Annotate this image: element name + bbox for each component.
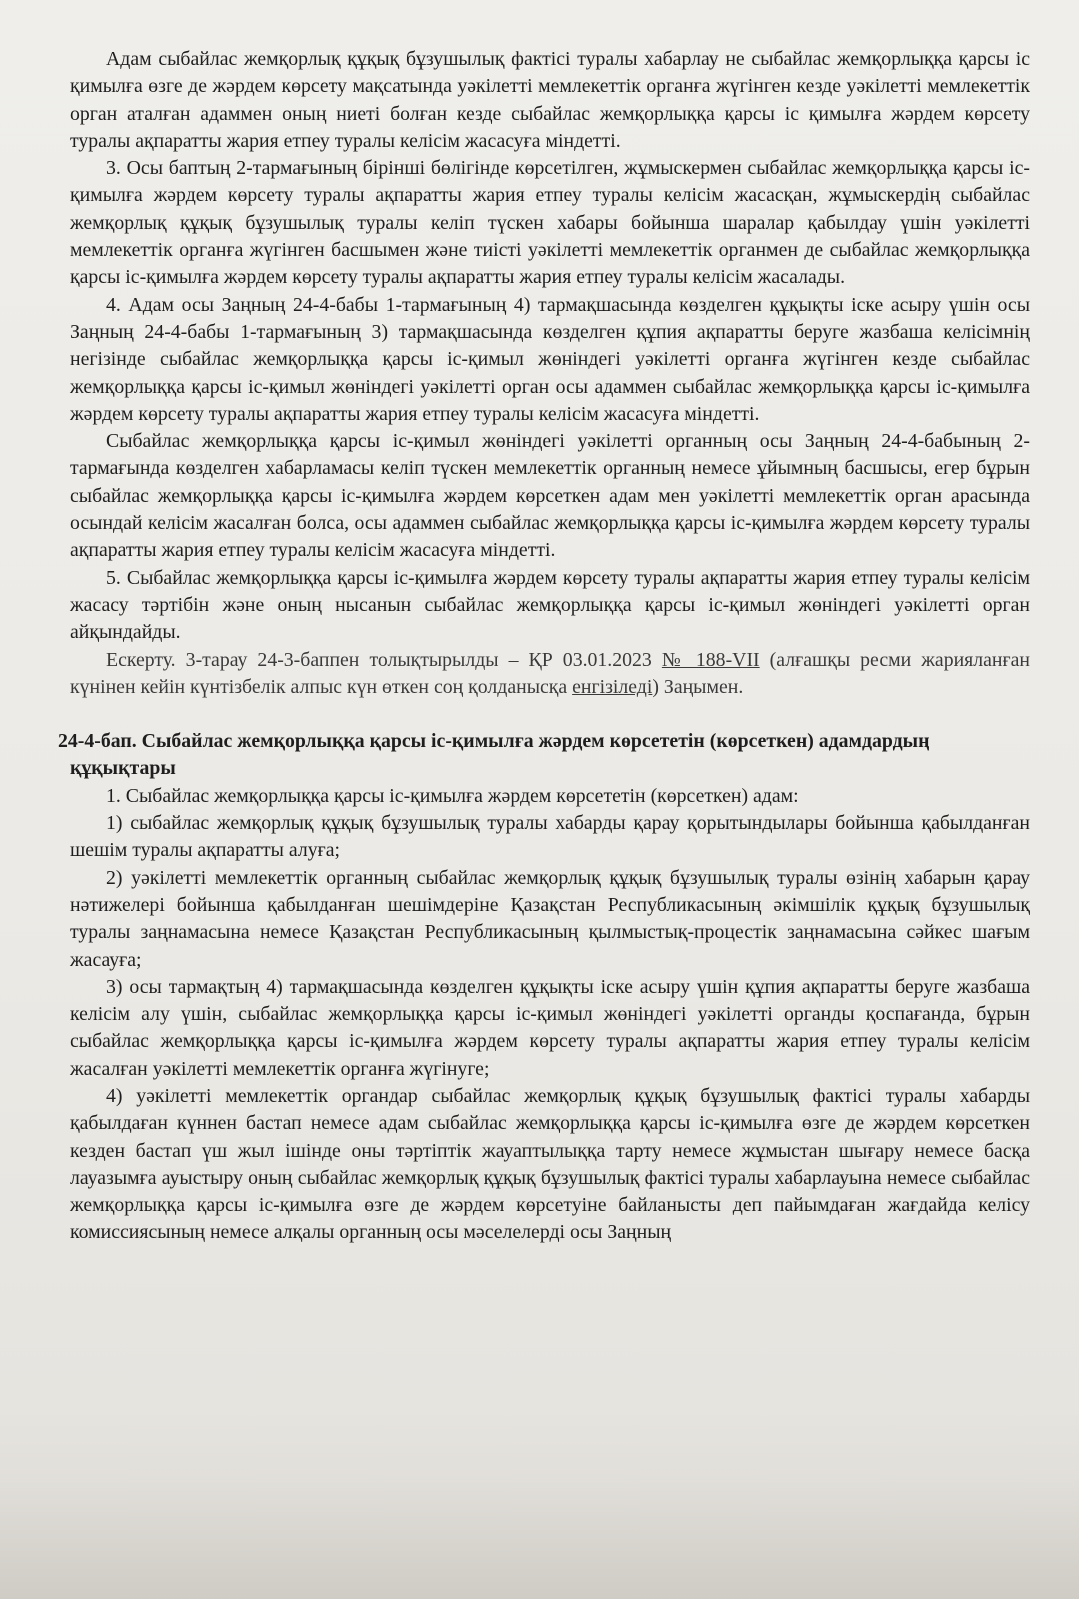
article-clause-1: 1. Сыбайлас жемқорлыққа қарсы іс-қимылға жәрдем көрсететін (көрсеткен) адам: xyxy=(106,784,799,807)
article-title: 24-4-бап. Сыбайлас жемқорлыққа қарсы іс-қимылға жәрдем көрсететін (көрсеткен) адамдардың құқықтары xyxy=(58,730,930,780)
note-text-before: Ескерту. 3-тарау 24-3-баппен толықтырылды – ҚР 03.01.2023 xyxy=(106,648,662,671)
note-text-middle: (алғашқы ресми жарияланған күнінен кейін күнтізбелік алпыс күн өткен соң қолданысқа xyxy=(70,648,1030,698)
article-subclause-1: 1) сыбайлас жемқорлық құқық бұзушылық туралы хабарды қарау қорытындылары бойынша қабылданған шешім туралы ақпаратты алуға; xyxy=(70,812,1030,862)
paragraph-intro: Адам сыбайлас жемқорлық құқық бұзушылық фактісі туралы хабарлау не сыбайлас жемқорлыққа қарсы іс қимылға өзге де жәрдем көрсету мақсатында уәкілетті мемлекеттік органға жүгінген кезде уәкілетті мемлекеттік орган аталған адаммен оның ниеті болған кезде сыбайлас жемқорлыққа қарсы іс қимылға жәрдем көрсету туралы ақпаратты жария етпеу туралы келісім жасасуға міндетті. xyxy=(70,48,1030,152)
law-number-link[interactable]: № 188-VII xyxy=(661,648,760,671)
article-subclause-4: 4) уәкілетті мемлекеттік органдар сыбайлас жемқорлық құқық бұзушылық фактісі туралы хабарды қабылдаған күннен бастап немесе адам сыбайлас жемқорлыққа қарсы іс-қимылға өзге де жәрдем көрсеткен кезден бастап үш жыл ішінде оны тәртіптік жауаптылыққа тарту немесе жұмыстан шығару немесе басқа лауазымға ауыстыру оның сыбайлас жемқорлық құқық бұзушылық фактісі туралы хабарлауына немесе сыбайлас жемқорлыққа қарсы іс-қимылға өзге де жәрдем көрсетуіне байланысты деп пайымдаған жағдайда келісу комиссиясының немесе алқалы органның осы мәселелерді осы Заңның xyxy=(70,1084,1030,1244)
paragraph-4: 4. Адам осы Заңның 24-4-бабы 1-тармағының 4) тармақшасында көзделген құқықты іске асыру үшін осы Заңның 24-4-бабы 1-тармағының 3) тармақшасында көзделген құпия ақпаратты беруге жазбаша келісімнің негізінде сыбайлас жемқорлыққа қарсы іс-қимыл жөніндегі уәкілетті органға жүгінген кезде сыбайлас жемқорлыққа қарсы іс-қимыл жөніндегі уәкілетті орган осы адаммен сыбайлас жемқорлыққа қарсы іс-қимылға жәрдем көрсету туралы ақпаратты жария етпеу туралы келісім жасасуға міндетті. xyxy=(70,293,1030,425)
page-shadow xyxy=(0,1479,1079,1599)
article-subclause-3: 3) осы тармақтың 4) тармақшасында көзделген құқықты іске асыру үшін құпия ақпаратты беруге жазбаша келісім алу үшін, сыбайлас жемқорлыққа қарсы іс-қимыл жөніндегі уәкілетті органды қоспағанда, бұрын сыбайлас жемқорлыққа қарсы іс-қимылға жәрдем көрсету туралы ақпаратты жария етпеу туралы келісім жасалған уәкілетті мемлекеттік органға жүгінуге; xyxy=(70,975,1030,1080)
note-text-after: ) Заңымен. xyxy=(652,675,744,698)
paragraph-3: 3. Осы баптың 2-тармағының бірінші бөлігінде көрсетілген, жұмыскермен сыбайлас жемқорлыққа қарсы іс-қимылға жәрдем көрсету туралы ақпаратты жария етпеу туралы келісім жасасқан, жұмыскердің сыбайлас жемқорлық құқық бұзушылық туралы келіп түскен хабары бойынша шаралар қабылдау үшін уәкілетті мемлекеттік органға жүгінген басшымен және тиісті уәкілетті мемлекеттік органмен де сыбайлас жемқорлыққа қарсы іс-қимылға жәрдем көрсету туралы ақпаратты жария етпеу туралы келісім жасалады. xyxy=(70,157,1030,289)
paragraph-4-part-2: Сыбайлас жемқорлыққа қарсы іс-қимыл жөніндегі уәкілетті органның осы Заңның 24-4-бабының 2-тармағында көзделген хабарламасы келіп түскен мемлекеттік органның немесе ұйымның басшысы, егер бұрын сыбайлас жемқорлыққа қарсы іс-қимылға жәрдем көрсеткен адам мен уәкілетті мемлекеттік орган арасында осындай келісім жасалған болса, осы адаммен сыбайлас жемқорлыққа қарсы іс-қимылға жәрдем көрсету туралы ақпаратты жария етпеу туралы келісім жасасуға міндетті. xyxy=(70,430,1030,562)
editorial-note xyxy=(70,647,1030,702)
document-body xyxy=(58,46,1030,1247)
enters-into-force-link[interactable]: енгізіледі xyxy=(572,675,653,698)
article-subclause-2: 2) уәкілетті мемлекеттік органның сыбайлас жемқорлық құқық бұзушылық туралы өзінің хабарын қарау нәтижелері бойынша қабылданған шешімдеріне Қазақстан Республикасының әкімшілік құқық бұзушылық туралы заңнамасына немесе Қазақстан Республикасының қылмыстық-процестік заңнамасына сәйкес шағым жасауға; xyxy=(70,866,1030,971)
paragraph-5: 5. Сыбайлас жемқорлыққа қарсы іс-қимылға жәрдем көрсету туралы ақпаратты жария етпеу туралы келісім жасасу тәртібін және оның нысанын сыбайлас жемқорлыққа қарсы іс-қимыл жөніндегі уәкілетті орган айқындайды. xyxy=(70,566,1030,644)
section-spacer xyxy=(70,701,1030,728)
